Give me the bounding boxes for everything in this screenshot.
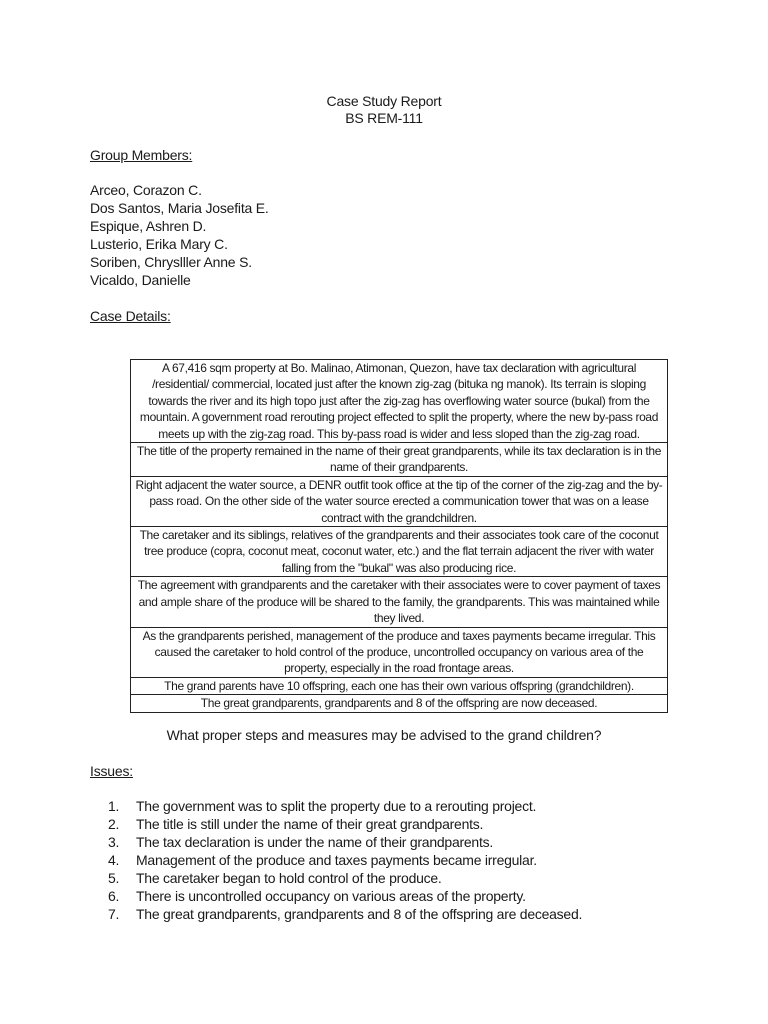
table-row xyxy=(131,476,668,526)
table-cell: As the grandparents perished, management of the produce and taxes payments became irregular. This caused the caretaker to hold control of the produce, uncontrolled occupancy on various area of the property, especially in the road frontage areas. xyxy=(131,627,668,677)
item-number: 1. xyxy=(108,798,120,814)
case-question: What proper steps and measures may be advised to the grand children? xyxy=(166,727,602,743)
member-name: Arceo, Corazon C. xyxy=(90,182,202,198)
item-text: There is uncontrolled occupancy on various areas of the property. xyxy=(136,888,526,904)
list-item xyxy=(108,869,582,887)
list-item xyxy=(108,815,582,833)
item-text: The tax declaration is under the name of their grandparents. xyxy=(136,834,493,850)
table-cell: The great grandparents, grandparents and 8 of the offspring are now deceased. xyxy=(131,695,668,712)
table-cell: Right adjacent the water source, a DENR outfit took office at the tip of the corner of the zig-zag and the by-pass road. On the other side of the water source erected a communication tower that was on a lease contract with the grandchildren. xyxy=(131,476,668,526)
member-name: Dos Santos, Maria Josefita E. xyxy=(90,200,269,216)
list-item xyxy=(108,797,582,815)
issues-heading: Issues: xyxy=(90,763,133,779)
table-cell: A 67,416 sqm property at Bo. Malinao, Atimonan, Quezon, have tax declaration with agricultural /residential/ commercial, located just after the known zig-zag (bituka ng manok). Its terrain is sloping towards the river and its high topo just after the zig-zag has overflowing water source (bukal) from the mountain. A government road rerouting project effected to split the property, where the new by-pass road meets up with the zig-zag road. This by-pass road is wider and less sloped than the zig-zag road. xyxy=(131,360,668,443)
case-details-heading: Case Details: xyxy=(90,308,171,324)
item-text: The great grandparents, grandparents and 8 of the offspring are deceased. xyxy=(136,906,583,922)
list-item xyxy=(108,887,582,905)
item-text: The title is still under the name of their great grandparents. xyxy=(136,816,484,832)
table-row xyxy=(131,677,668,694)
list-item xyxy=(108,833,582,851)
table-cell: The grand parents have 10 offspring, each one has their own various offspring (grandchildren). xyxy=(131,677,668,694)
table-cell: The title of the property remained in the name of their great grandparents, while its tax declaration is in the name of their grandparents. xyxy=(131,443,668,477)
item-text: The government was to split the property due to a rerouting project. xyxy=(136,798,537,814)
member-name: Lusterio, Erika Mary C. xyxy=(90,236,228,252)
item-number: 7. xyxy=(108,906,120,922)
report-subtitle: BS REM-111 xyxy=(345,110,423,126)
group-members-heading: Group Members: xyxy=(90,147,193,163)
item-number: 5. xyxy=(108,870,120,886)
table-row xyxy=(131,527,668,577)
group-members-list xyxy=(90,181,269,289)
table-cell: The caretaker and its siblings, relatives of the grandparents and their associates took care of the coconut tree produce (copra, coconut meat, coconut water, etc.) and the flat terrain adjacent the river with water falling from the "bukal" was also producing rice. xyxy=(131,527,668,577)
list-item xyxy=(108,851,582,869)
member-name: Vicaldo, Danielle xyxy=(90,272,191,288)
table-row xyxy=(131,695,668,712)
table-row xyxy=(131,577,668,627)
member-name: Espique, Ashren D. xyxy=(90,218,207,234)
table-cell: The agreement with grandparents and the caretaker with their associates were to cover payment of taxes and ample share of the produce will be shared to the family, the grandparents. This was maintained while they lived. xyxy=(131,577,668,627)
item-text: Management of the produce and taxes payments became irregular. xyxy=(136,852,537,868)
item-number: 6. xyxy=(108,888,120,904)
title-block xyxy=(0,93,768,127)
table-row xyxy=(131,627,668,677)
case-details-table xyxy=(130,359,668,713)
item-text: The caretaker began to hold control of the produce. xyxy=(136,870,442,886)
member-name: Soriben, Chryslller Anne S. xyxy=(90,254,252,270)
item-number: 2. xyxy=(108,816,120,832)
list-item xyxy=(108,905,582,923)
item-number: 3. xyxy=(108,834,120,850)
issues-list xyxy=(108,797,582,923)
report-title: Case Study Report xyxy=(326,93,442,109)
table-row xyxy=(131,443,668,477)
item-number: 4. xyxy=(108,852,120,868)
table-row xyxy=(131,360,668,443)
